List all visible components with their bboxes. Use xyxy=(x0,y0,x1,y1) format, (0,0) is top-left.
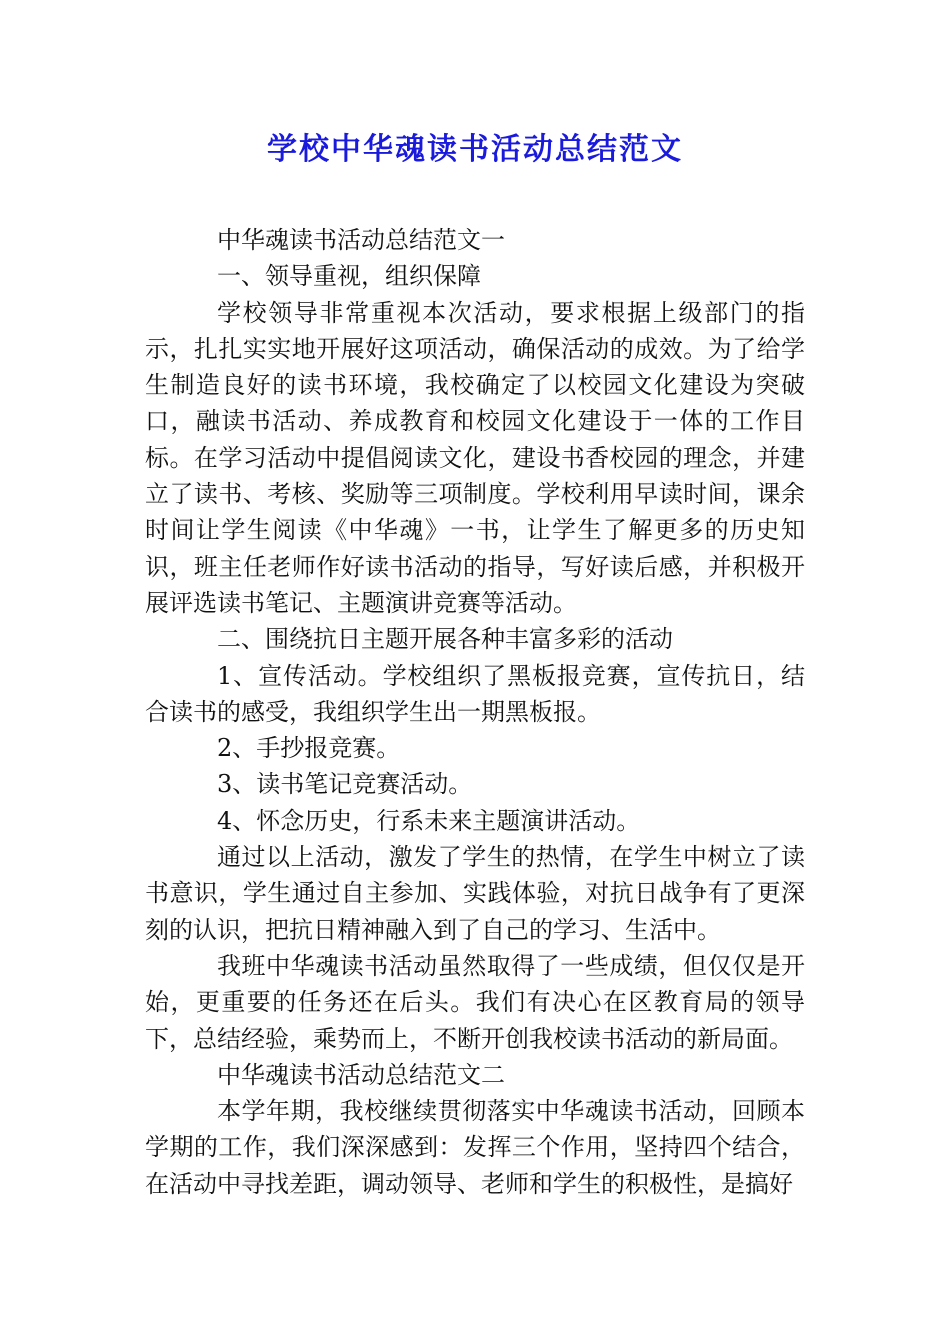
subheading-activities: 二、围绕抗日主题开展各种丰富多彩的活动 xyxy=(217,625,673,654)
list-item: 1、宣传活动。学校组织了黑板报竞赛，宣传抗日，结合读书的感受，我组织学生出一期黑板报。 xyxy=(145,661,805,726)
paragraph: 本学年期，我校继续贯彻落实中华魂读书活动，回顾本学期的工作，我们深深感到：发挥三个作用，坚持四个结合，在活动中寻找差距，调动领导、老师和学生的积极性，是搞好 xyxy=(145,1097,805,1198)
paragraph: 通过以上活动，激发了学生的热情，在学生中树立了读书意识，学生通过自主参加、实践体验，对抗日战争有了更深刻的认识，把抗日精神融入到了自己的学习、生活中。 xyxy=(145,843,805,944)
section-heading-2: 中华魂读书活动总结范文二 xyxy=(217,1060,505,1089)
subheading-leadership: 一、领导重视，组织保障 xyxy=(217,262,481,291)
section-heading-1: 中华魂读书活动总结范文一 xyxy=(217,226,505,254)
list-item: 3、读书笔记竞赛活动。 xyxy=(217,770,473,799)
list-item: 2、手抄报竞赛。 xyxy=(217,734,401,763)
document-body xyxy=(145,222,805,1202)
paragraph: 我班中华魂读书活动虽然取得了一些成绩，但仅仅是开始，更重要的任务还在后头。我们有决心在区教育局的领导下，总结经验，乘势而上，不断开创我校读书活动的新局面。 xyxy=(145,951,805,1053)
list-item: 4、怀念历史，行系未来主题演讲活动。 xyxy=(217,806,641,835)
document-title: 学校中华魂读书活动总结范文 xyxy=(267,132,683,167)
paragraph: 学校领导非常重视本次活动，要求根据上级部门的指示，扎扎实实地开展好这项活动，确保活动的成效。为了给学生制造良好的读书环境，我校确定了以校园文化建设为突破口，融读书活动、养成教育和校园文化建设于一体的工作目标。在学习活动中提倡阅读文化，建设书香校园的理念，并建立了读书、考核、奖励等三项制度。学校利用早读时间，课余时间让学生阅读《中华魂》一书，让学生了解更多的历史知识，班主任老师作好读书活动的指导，写好读后感，并积极开展评选读书笔记、主题演讲竞赛等活动。 xyxy=(145,298,805,617)
